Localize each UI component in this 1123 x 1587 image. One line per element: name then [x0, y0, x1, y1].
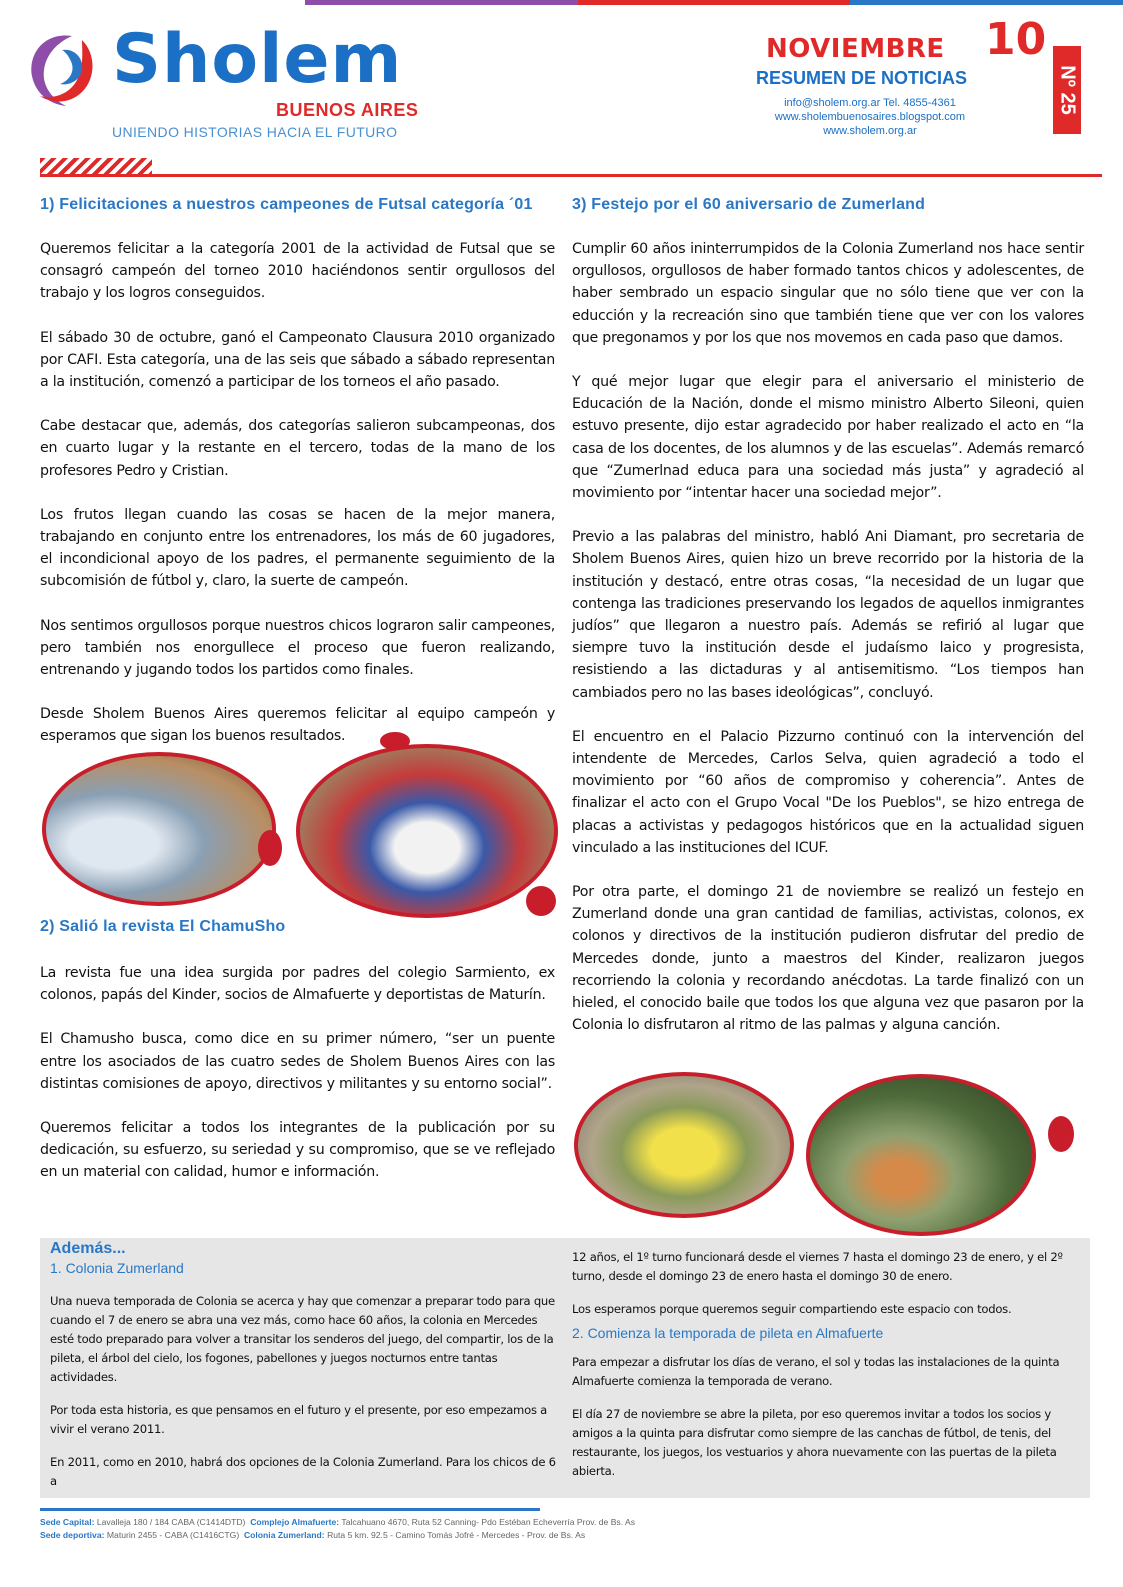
footer-divider: [40, 1508, 540, 1511]
photo-colonia-tents: [806, 1074, 1036, 1236]
photo-futsal-kids: [42, 752, 276, 906]
blob-decoration: [258, 830, 282, 866]
ademas-right-column: [572, 1248, 1080, 1481]
paragraph: Los frutos llegan cuando las cosas se hacen de la mejor manera, trabajando en conjunto entre los entrenadores, los más de 60 jugadores, el incondicional apoyo de los padres, el permanente seguimiento de la subcomisión de fútbol y, claro, la suerte de campeón.: [40, 506, 555, 590]
blob-decoration: [1048, 1116, 1074, 1152]
paragraph: Y qué mejor lugar que elegir para el aniversario el ministerio de Educación de la Nación, donde el mismo ministro Alberto Sileoni, quien estuvo presente, dijo estar agradecido por haber realizado el acto en “la casa de los docentes, de los alumnos y de las escuelas”. Además remarcó que “Zumerlnad educa para una sociedad más justa” y agradeció al movimiento por “intentar hacer una sociedad mejor”.: [572, 374, 1084, 502]
blob-decoration: [526, 886, 556, 916]
ademas-sub2-title: 2. Comienza la temporada de pileta en Almafuerte: [572, 1325, 884, 1341]
top-color-bar: [305, 0, 1123, 5]
footer-text: Talcahuano 4670, Ruta 52 Canning- Pdo Estéban Echeverría Prov. de Bs. As: [341, 1517, 636, 1527]
footer-line-2: [40, 1529, 635, 1542]
issue-day: 10: [985, 14, 1047, 65]
ademas-left-column: [50, 1240, 558, 1491]
header-divider: [40, 174, 1102, 177]
paragraph: Por toda esta historia, es que pensamos en el futuro y el presente, por eso empezamos a vivir el verano 2011.: [50, 1403, 548, 1436]
ademas-heading: Además...: [50, 1240, 126, 1257]
issue-number-badge: [1053, 46, 1081, 134]
sholem-logo-icon: [26, 30, 98, 110]
contact-website-link[interactable]: www.sholem.org.ar: [823, 125, 917, 137]
paragraph: El sábado 30 de octubre, ganó el Campeonato Clausura 2010 organizado por CAFI. Esta categoría, una de las seis que sábado a sábado representan a la institución, comenzó a participar de los torneos el año pasado.: [40, 329, 555, 391]
paragraph: Cabe destacar que, además, dos categorías salieron subcampeonas, dos en cuarto lugar y la restante en el tercero, todas de la mano de los profesores Pedro y Cristian.: [40, 418, 555, 479]
logo-city: BUENOS AIRES: [276, 100, 419, 120]
contact-blog-link[interactable]: www.sholembuenosaires.blogspot.com: [774, 111, 966, 123]
paragraph: Cumplir 60 años ininterrumpidos de la Colonia Zumerland nos hace sentir orgullosos, orgullosos de haber formado tantos chicos y adolescentes, de haber sembrado un espacio singular que no sólo tiene que ver con la educción y la recreación sino que también tiene que ver con los valores que pregonamos y por los que nos movemos en cada paso que damos.: [572, 241, 1084, 346]
photo-futsal-team: [296, 744, 558, 918]
contact-email-phone[interactable]: info@sholem.org.ar Tel. 4855-4361: [784, 97, 956, 109]
logo-name: Sholem: [112, 20, 403, 99]
paragraph: El encuentro en el Palacio Pizzurno continuó con la intervención del intendente de Mercedes, Carlos Selva, quien agradeció a todo el movimiento por “60 años de compromiso y coherencia”. Antes de finalizar el acto con el Grupo Vocal "De los Pueblos", se hizo entrega de placas a activistas y pedagogos históricos que en la actualidad siguen vinculado a las instituciones del ICUF.: [572, 728, 1084, 856]
issue-number: Nº 25: [1056, 65, 1079, 115]
paragraph: Una nueva temporada de Colonia se acerca y hay que comenzar a preparar todo para que cuando el 7 de enero se abra una vez más, como hace 60 años, la colonia en Mercedes esté todo preparado para volver a transitar los senderos del juego, del compartir, los de la pileta, el árbol del cielo, los fogones, pabellones y juegos nocturnos entre tantas actividades.: [50, 1294, 555, 1384]
section-futsal: [40, 196, 555, 748]
paragraph: Nos sentimos orgullosos porque nuestros chicos lograron salir campeones, pero también nos enorgullece el proceso que fueron realizando, entrenando y jugando todos los partidos como finales.: [40, 617, 555, 679]
section-revista: [40, 918, 555, 1184]
paragraph: Previo a las palabras del ministro, habló Ani Diamant, pro secretaria de Sholem Buenos Aires, quien hizo un breve recorrido por la historia de la institución y destacó, entre otras cosas, “la necesidad de un lugar que contenga las tradiciones preservando los legados de aquellos inmigrantes judíos” que llegaron a nuestro país. Además se refirió al lugar que siempre tuvo la institución desde el judaísmo laico y progresista, resistiendo a las dictaduras y al antisemitismo. “Los tiempos han cambiados pero no las bases ideológicas”, concluyó.: [572, 529, 1084, 701]
logo-tagline: UNIENDO HISTORIAS HACIA EL FUTURO: [112, 124, 398, 140]
footer-line-1: [40, 1516, 635, 1529]
section-revista-title: 2) Salió la revista El ChamuSho: [40, 918, 286, 935]
paragraph: La revista fue una idea surgida por padres del colegio Sarmiento, ex colonos, papás del Kinder, socios de Almafuerte y deportistas de Maturín.: [40, 965, 555, 1004]
paragraph: Queremos felicitar a la categoría 2001 de la actividad de Futsal que se consagró campeón del torneo 2010 haciéndonos sentir orgullosos del trabajo y los logros conseguidos.: [40, 241, 555, 302]
paragraph: Desde Sholem Buenos Aires queremos felicitar al equipo campeón y esperamos que sigan los buenos resultados.: [40, 706, 555, 745]
paragraph: Los esperamos porque queremos seguir compartiendo este espacio con todos.: [572, 1302, 1012, 1316]
footer-text: Lavalleja 180 / 184 CABA (C1414DTD): [96, 1517, 246, 1527]
section-zumerland-title: 3) Festejo por el 60 aniversario de Zumerland: [572, 196, 926, 213]
newsletter-subtitle: RESUMEN DE NOTICIAS: [756, 68, 968, 88]
footer-text: Maturin 2455 - CABA (C1416CTG): [106, 1530, 240, 1540]
section-zumerland: [572, 196, 1084, 1037]
paragraph: Queremos felicitar a todos los integrantes de la publicación por su dedicación, su esfuerzo, su seriedad y su compromiso, que se ve reflejado en un material con calidad, humor e información.: [40, 1120, 555, 1181]
footer-label: Complejo Almafuerte:: [250, 1517, 340, 1527]
footer-addresses: [40, 1516, 635, 1542]
ademas-sub1-title: 1. Colonia Zumerland: [50, 1260, 184, 1276]
paragraph: El día 27 de noviembre se abre la pileta, por eso queremos invitar a todos los socios y amigos a la quinta para disfrutar como siempre de las canchas de fútbol, de tenis, del restaurante, los juegos, los vestuarios y ahora nuevamente con las puertas de la pileta abierta.: [572, 1407, 1057, 1478]
ademas-box: [40, 1238, 1090, 1498]
section-futsal-title: 1) Felicitaciones a nuestros campeones de Futsal categoría ´01: [40, 196, 533, 213]
footer-text: Ruta 5 km. 92.5 - Camino Tomás Jofré - Mercedes - Prov. de Bs. As: [327, 1530, 586, 1540]
paragraph: Para empezar a disfrutar los días de verano, el sol y todas las instalaciones de la quinta Almafuerte comienza la temporada de verano.: [572, 1355, 1060, 1388]
footer-label: Colonia Zumerland:: [243, 1530, 325, 1540]
paragraph: El Chamusho busca, como dice en su primer número, “ser un puente entre los asociados de las cuatro sedes de Sholem Buenos Aires con las distintas comisiones de apoyo, directivos y militantes y su entorno social”.: [40, 1031, 555, 1092]
paragraph: En 2011, como en 2010, habrá dos opciones de la Colonia Zumerland. Para los chicos de 6 a: [50, 1455, 556, 1488]
paragraph: Por otra parte, el domingo 21 de noviembre se realizó un festejo en Zumerland donde una gran cantidad de familias, activistas, colonos, ex colonos y directivos de la institución pudieron disfrutar del predio de Mercedes donde, junto a maestros del Kinder, realizaron juegos recorriendo la colonia y recordando anécdotas. La tarde finalizó con un hieled, el conocido baile que todos los que alguna vez que pasaron por la Colonia lo disfrutaron al ritmo de las palmas y alguna canción.: [572, 884, 1084, 1034]
paragraph: 12 años, el 1º turno funcionará desde el viernes 7 hasta el domingo 23 de enero, y el 2º turno, desde el domingo 23 de enero hasta el domingo 30 de enero.: [572, 1250, 1063, 1283]
photo-colonia-group: [574, 1072, 794, 1218]
footer-label: Sede deportiva:: [40, 1530, 105, 1540]
contact-info: [756, 96, 984, 138]
issue-month: NOVIEMBRE: [766, 34, 945, 64]
footer-label: Sede Capital:: [40, 1517, 95, 1527]
